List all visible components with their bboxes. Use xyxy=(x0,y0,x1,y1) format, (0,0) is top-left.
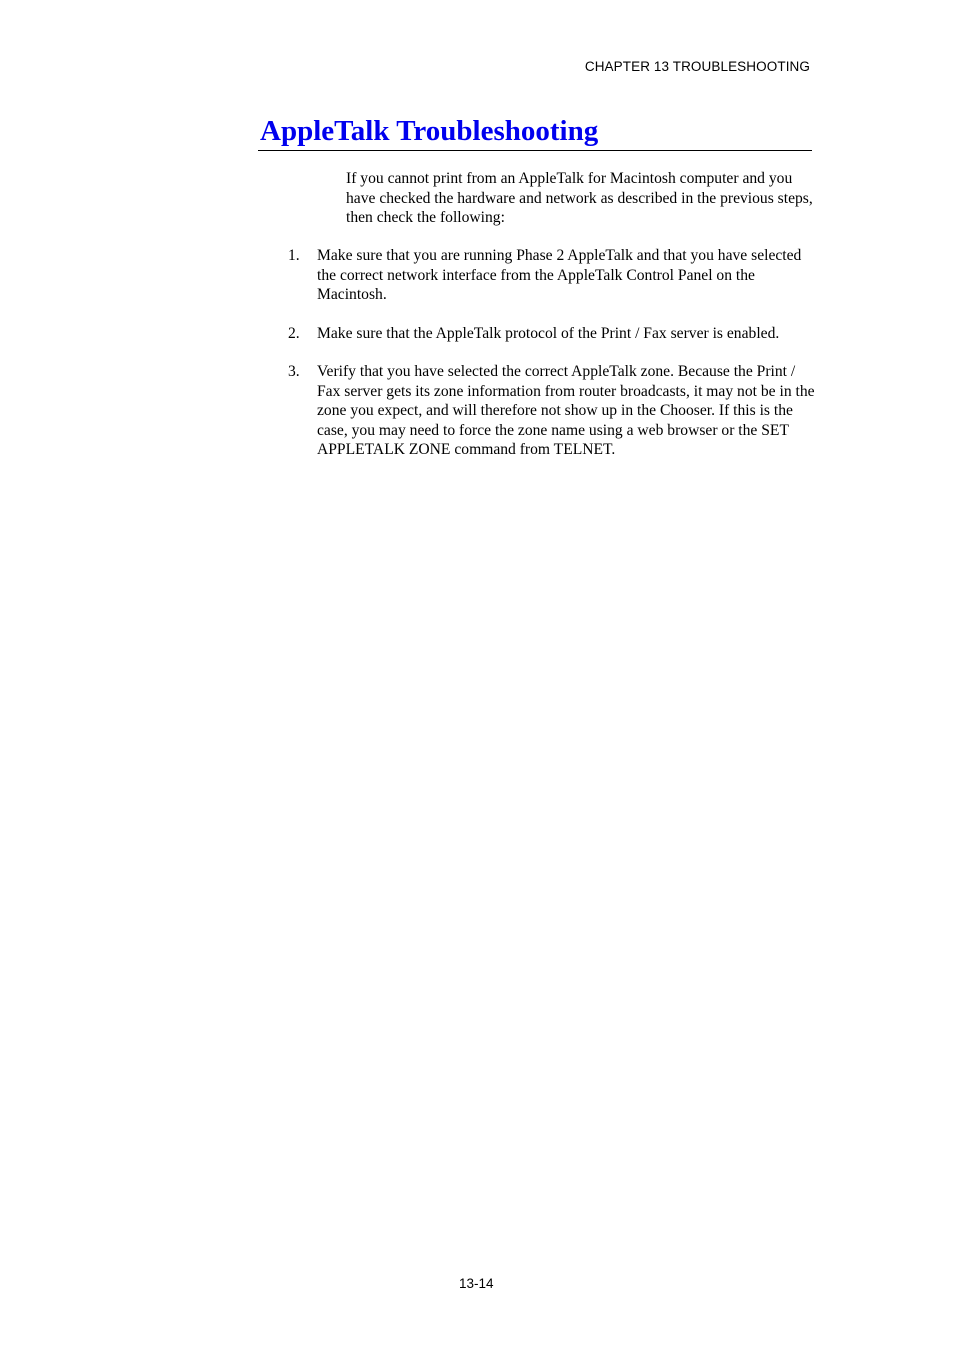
step-number: 3. xyxy=(288,363,300,380)
step-text: Make sure that you are running Phase 2 AppleTalk and that you have selected the correct network interface from the AppleTalk Control Panel on the Macintosh. xyxy=(317,247,802,303)
step-number: 1. xyxy=(288,247,300,264)
list-item xyxy=(288,362,818,460)
step-text: Verify that you have selected the correct AppleTalk zone. Because the Print / Fax server gets its zone information from router broadcasts, it may not be in the zone you expect, and will therefore not show up in the Chooser. If this is the case, you may need to force the zone name using a web browser or the SET APPLETALK ZONE command from TELNET. xyxy=(317,363,815,458)
list-item xyxy=(288,324,818,344)
intro-paragraph: If you cannot print from an AppleTalk for Macintosh computer and you have checked the hardware and network as described in the previous steps, then check the following: xyxy=(346,170,813,226)
section-title: AppleTalk Troubleshooting xyxy=(258,113,812,151)
troubleshooting-steps xyxy=(288,246,818,479)
page-number: 13-14 xyxy=(459,1276,494,1291)
step-text: Make sure that the AppleTalk protocol of the Print / Fax server is enabled. xyxy=(317,324,780,342)
list-item xyxy=(288,246,818,305)
step-number: 2. xyxy=(288,324,300,342)
running-header: CHAPTER 13 TROUBLESHOOTING xyxy=(584,59,810,74)
